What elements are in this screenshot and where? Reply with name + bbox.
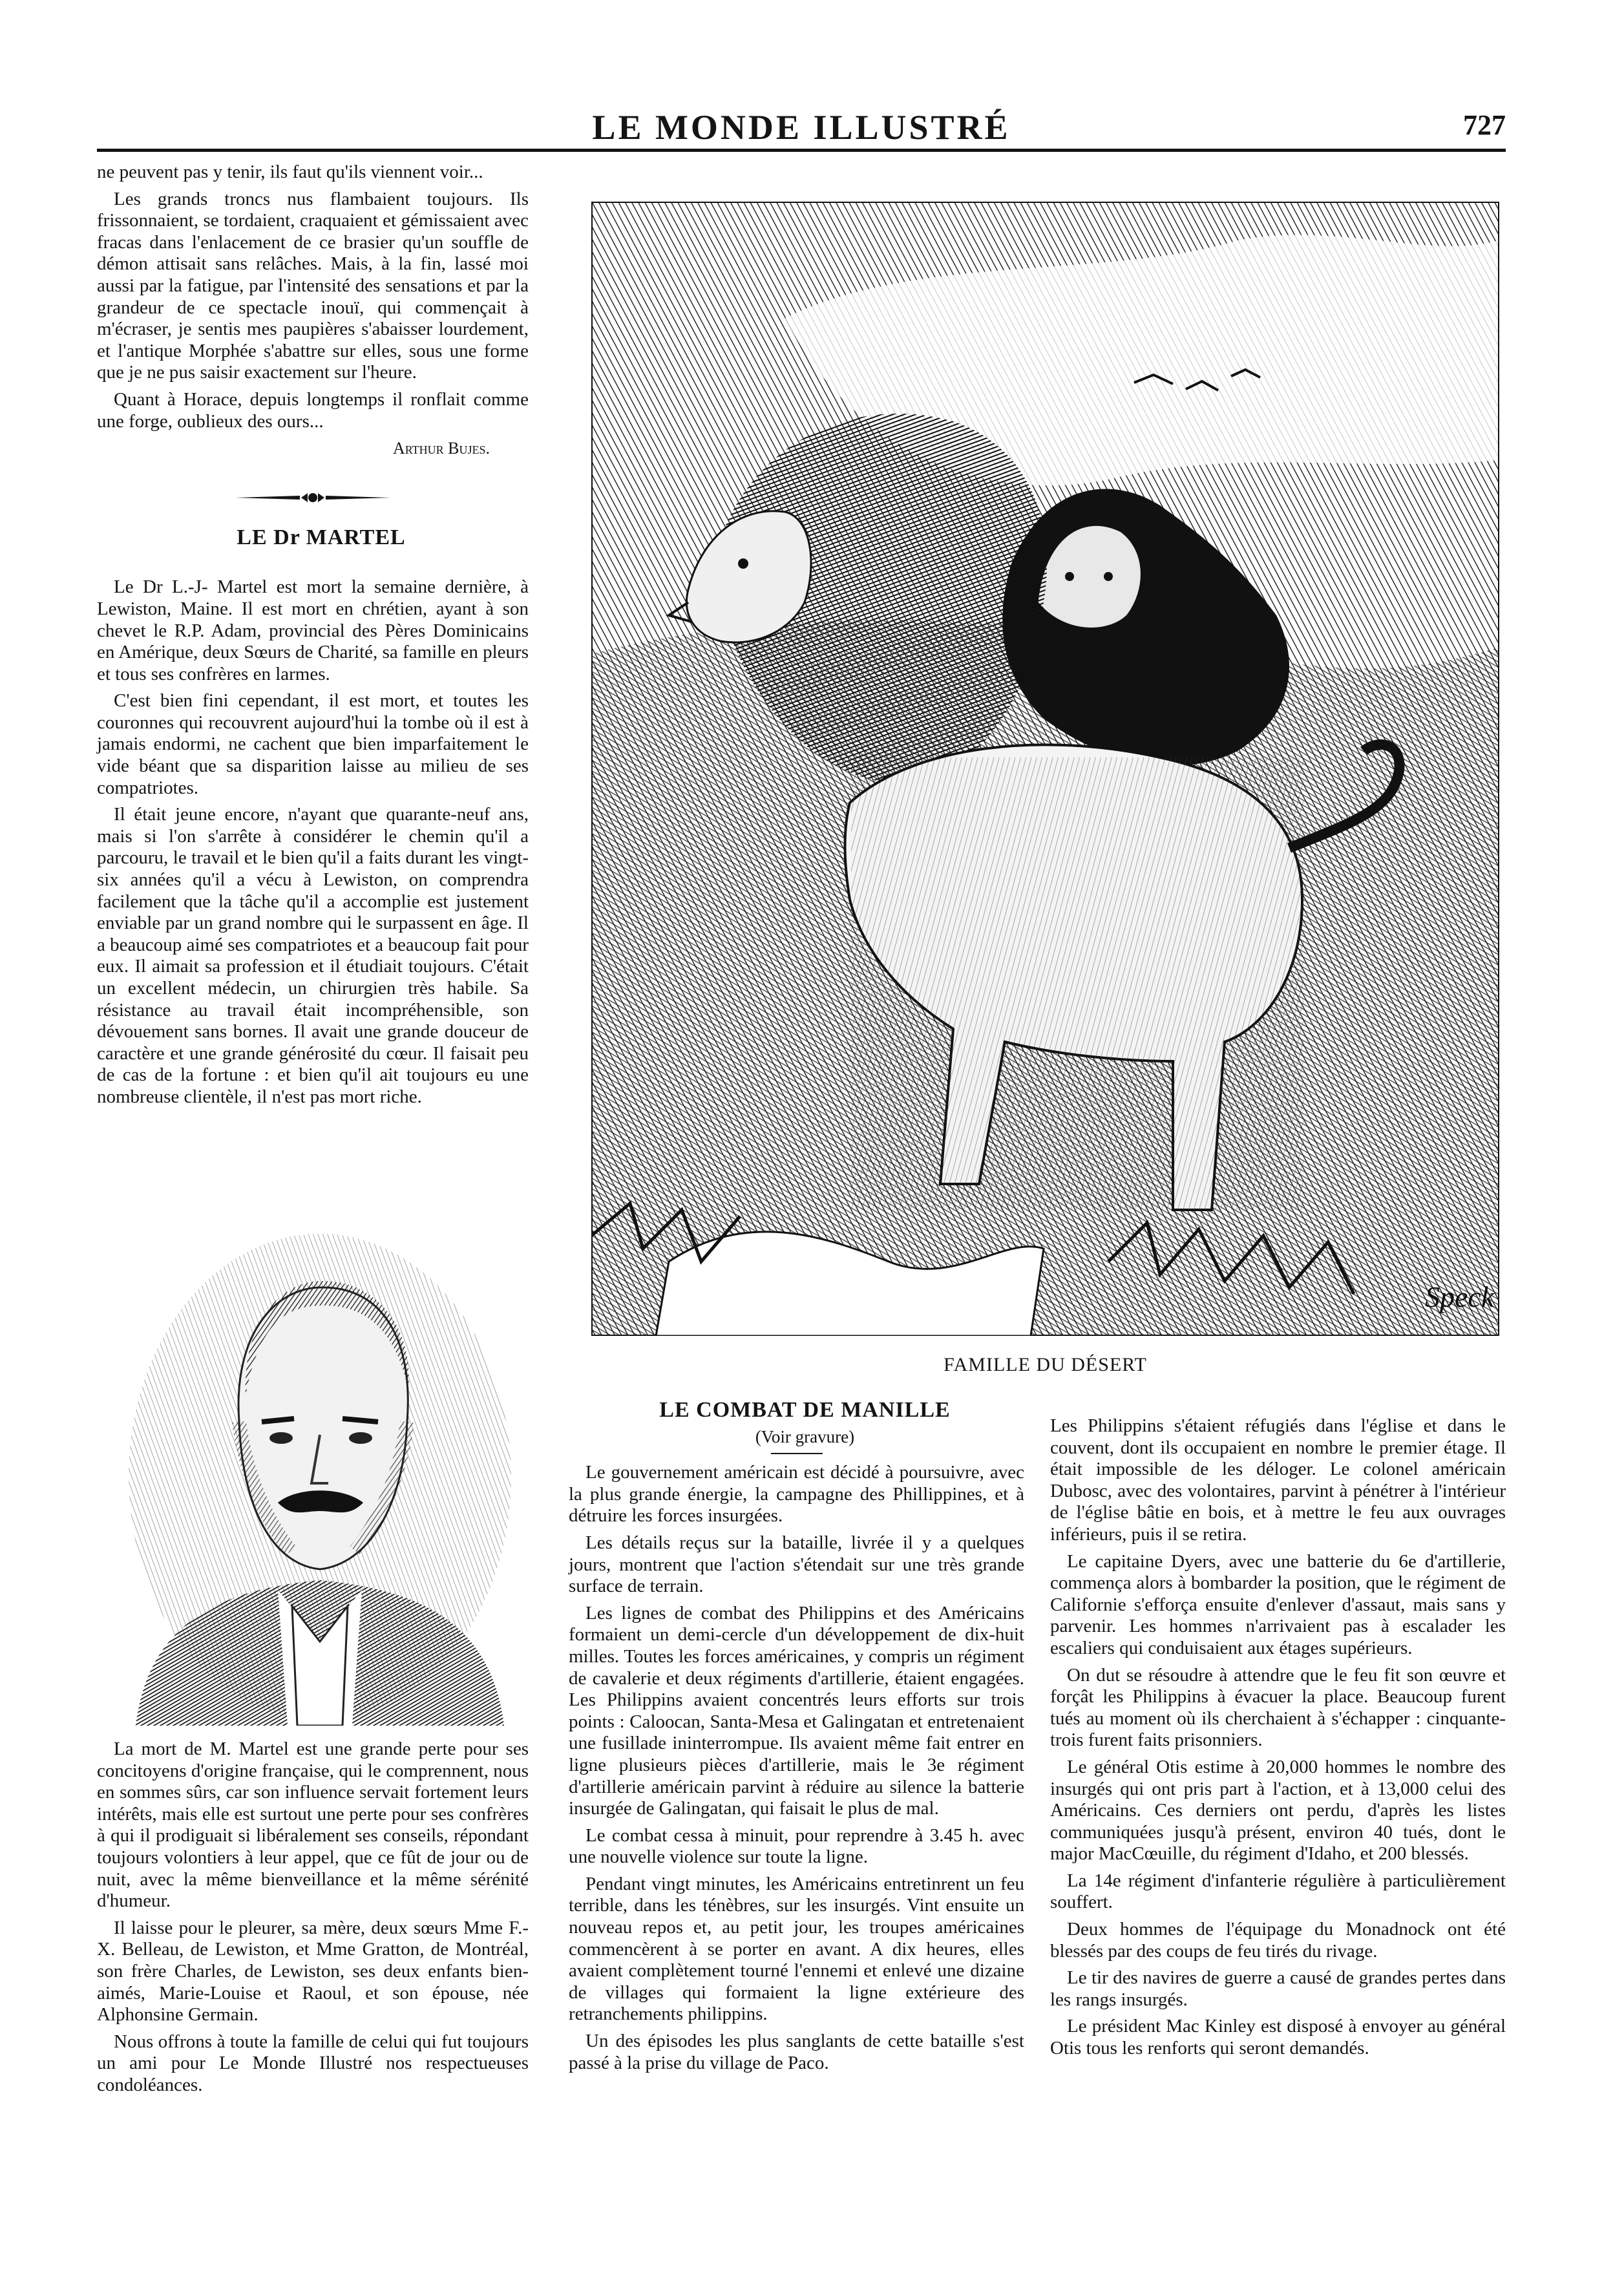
article-paragraph: Les grands troncs nus flambaient toujours. Ils frissonnaient, se tordaient, craquaient et gémissaient avec fracas dans l'enlacement de ce brasier qu'un souffle de démon attisait sans relâches. Mais, à la fin, lassé moi aussi par la fatigue, par l'intensité des sensations et par la grandeur de ce spectacle inouï, qui commençait à m'écraser, je sentis mes paupières s'abaisser lourdement, et l'antique Morphée s'abattre sur elles, sous une forme que je ne pus saisir exactement sur l'heure. [97,188,529,383]
article-paragraph: Il laisse pour le pleurer, sa mère, deux sœurs Mme F.-X. Belleau, de Lewiston, et Mme Gratton, de Montréal, son frère Charles, de Lewiston, ses deux enfants bien-aimés, Marie-Louise et Raoul, et son épouse, née Alphonsine Germain. [97,1917,529,2025]
article-paragraph: Deux hommes de l'équipage du Monadnock ont été blessés par des coups de feu tirés du rivage. [1050,1919,1506,1962]
article-paragraph: Pendant vingt minutes, les Américains entretinrent un feu terrible, dans les ténèbres, sur les insurgés. Vint ensuite un nouveau repos et, au petit jour, les troupes américaines commencèrent à se porter en avant. A dix heures, elles avaient complètement tourné l'ennemi et enlevé une dizaine de villages qui formaient la ligne extérieure des retranchements philippins. [569,1873,1024,2025]
article-paragraph: Le président Mac Kinley est disposé à envoyer au général Otis tous les renforts qui seront demandés. [1050,2016,1506,2059]
left-column-lower [97,1739,529,2102]
article-paragraph: C'est bien fini cependant, il est mort, et toutes les couronnes qui recouvrent aujourd'hui la tombe où il est à jamais endormi, ne cachent que bien imparfaitement le vide béant que sa disparition laisse au milieu de ses compatriotes. [97,690,529,798]
article-paragraph: La mort de M. Martel est une grande perte pour ses concitoyens d'origine française, qui le comprennent, nous en sommes sûrs, car son influence servait fortement leurs intérêts, mais elle est surtout une perte pour ses confrères à qui il prodiguait si libéralement ses conseils, répondant toujours volontiers à leur appel, que ce fût de jour ou de nuit, avec la même bienveillance et la même sérénité d'humeur. [97,1739,529,1912]
engraving-caption: FAMILLE DU DÉSERT [944,1354,1147,1375]
middle-column [569,1399,1024,2079]
combat-heading: LE COMBAT DE MANILLE [659,1398,951,1422]
article-paragraph: ne peuvent pas y tenir, ils faut qu'ils viennent voir... [97,162,483,182]
desert-family-engraving [591,202,1499,1336]
article-paragraph: La 14e régiment d'infanterie régulière à particulièrement souffert. [1050,1870,1506,1913]
left-column [97,162,529,1114]
article-paragraph: Le général Otis estime à 20,000 hommes le nombre des insurgés qui ont pris part à l'action, et à 13,000 celui des Américains. Ces derniers ont perdu, d'après les listes communiquées jusqu'à présent, environ 40 tués, dont le major MacCœuille, du régiment d'Idaho, et 200 blessés. [1050,1756,1506,1865]
article-paragraph: Il était jeune encore, n'ayant que quarante-neuf ans, mais si l'on s'arrête à considérer le chemin qu'il a parcouru, le travail et le bien qu'il a faits durant les vingt-six années qu'il a vécu à Lewiston, on comprendra facilement que la tâche qu'il a accomplie est justement enviable par un grand nombre qui le surpassent en âge. Il a beaucoup aimé ses compatriotes et a beaucoup fait pour eux. Il aimait sa profession et il étudiait toujours. C'était un excellent médecin, un chirurgien très habile. Sa résistance au travail était incompréhensible, son dévouement sans bornes. Il avait une grande douceur de caractère et une grande générosité du cœur. Il faisait peu de cas de la fortune : et bien qu'il ait toujours eu une nombreuse clientèle, il n'est pas mort riche. [97,804,529,1107]
heading-rule [771,1453,823,1454]
combat-subheading: (Voir gravure) [755,1426,855,1446]
article-paragraph: On dut se résoudre à attendre que le feu fit son œuvre et forçât les Philippins à évacuer la place. Beaucoup furent tués au moment où ils cherchaient à s'échapper : cinquante-trois furent faits prisonniers. [1050,1664,1506,1751]
article-paragraph: Un des épisodes les plus sanglants de cette bataille s'est passé à la prise du village de Paco. [569,2031,1024,2073]
masthead [97,103,1506,152]
article-paragraph: Le capitaine Dyers, avec une batterie du 6e d'artillerie, commença alors à bombarder la position, que le régiment de Californie s'efforça ensuite d'enlever d'assaut, mais sans y parvenir. Les hommes n'arrivaient pas à escalader les escaliers qui conduisaient aux étages supérieurs. [1050,1550,1506,1658]
masthead-title: LE MONDE ILLUSTRÉ [592,108,1011,147]
article-paragraph: Quant à Horace, depuis longtemps il ronflait comme une forge, oublieux des ours... [97,388,529,432]
page-number: 727 [1463,109,1506,141]
article-paragraph: Le combat cessa à minuit, pour reprendre à 3.45 h. avec une nouvelle violence sur toute la ligne. [569,1824,1024,1868]
article-paragraph: Les Philippins s'étaient réfugiés dans l'église et dans le couvent, dont ils occupaient en nombre le premier étage. Il était impossible de les déloger. Le colonel américain Dubosc, avec des volontaires, parvint à pénétrer à l'intérieur de l'église bâtie en bois, et à mettre le feu aux ouvrages inférieurs, puis il se retira. [1050,1415,1506,1545]
article-paragraph [97,2031,529,2097]
condolence-text: Nous offrons à toute la famille de celui qui fut toujours un ami pour Le Monde Illustré nos respectueuses condoléances. [97,2031,529,2095]
author-signature: Arthur Bujes. [392,439,490,458]
article-paragraph: Le tir des navires de guerre a causé de grandes pertes dans les rangs insurgés. [1050,1967,1506,2010]
article-paragraph: Les lignes de combat des Philippins et des Américains formaient un demi-cercle d'un développement de dix-huit milles. Toutes les forces américaines, y compris un régiment de cavalerie et deux régiments d'artillerie, étaient engagées. Les Philippins avaient concentrés leurs efforts sur trois points : Caloocan, Santa-Mesa et Galingatan et entretenaient une fusillade ininterrompue. Ils avaient même fait entrer en ligne plusieurs pièces d'artillerie, mais le 3e régiment d'artillerie américain parvint à réduire au silence la batterie insurgée de Galingatan, qui faisait le plus de mal. [569,1602,1024,1819]
article-paragraph: Les détails reçus sur la bataille, livrée il y a quelques jours, montrent que l'action s'étendait sur une très grande surface de terrain. [569,1532,1024,1597]
engraver-signature: Speck [1425,1280,1495,1313]
martel-heading: LE Dr MARTEL [237,525,406,549]
martel-portrait [123,1228,517,1726]
right-column [1050,1415,1506,2065]
section-ornament [229,488,397,507]
article-paragraph: Le Dr L.-J- Martel est mort la semaine dernière, à Lewiston, Maine. Il est mort en chrétien, ayant à son chevet le R.P. Adam, provincial des Pères Dominicains en Amérique, deux Sœurs de Charité, sa famille en pleurs et tous ses confrères en larmes. [97,576,529,684]
article-paragraph: Le gouvernement américain est décidé à poursuivre, avec la plus grande énergie, la campagne des Phillippines, et à détruire les forces insurgées. [569,1462,1024,1527]
